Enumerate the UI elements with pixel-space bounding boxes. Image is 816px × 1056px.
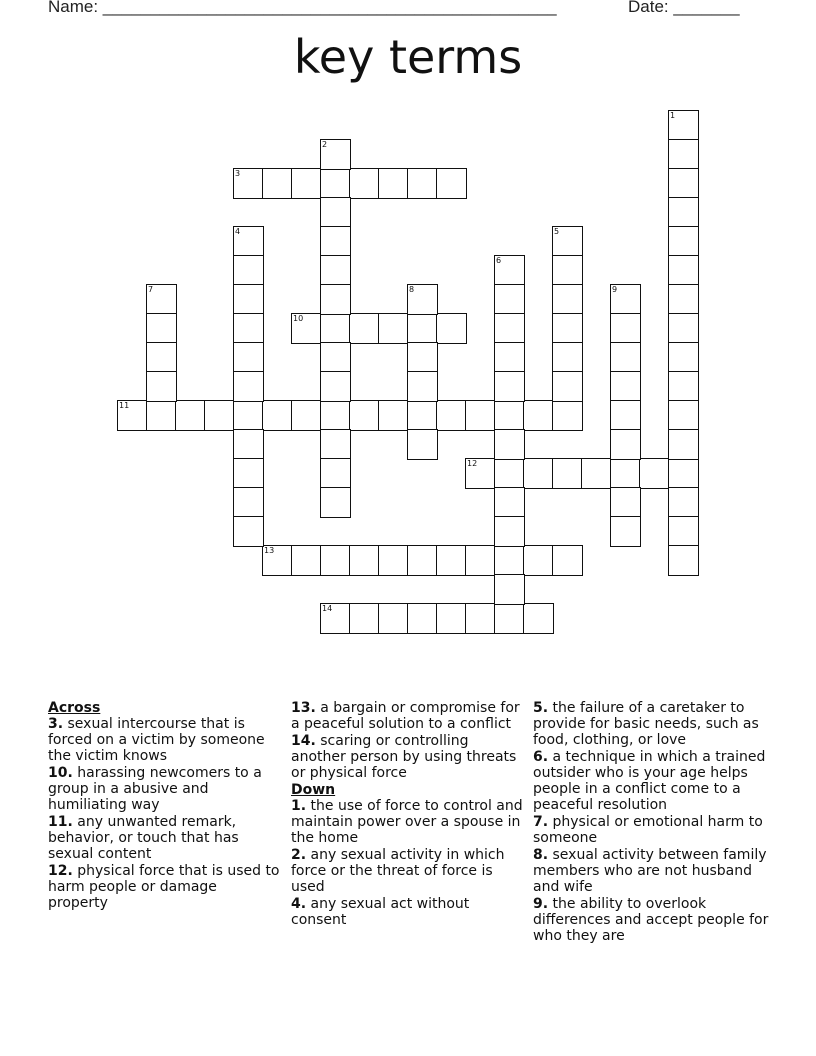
clues-column-1 <box>48 700 280 912</box>
grid-cell[interactable] <box>378 313 409 344</box>
grid-cell[interactable] <box>610 458 641 489</box>
grid-cell[interactable] <box>233 429 264 460</box>
grid-cell[interactable] <box>407 342 438 373</box>
name-field-label[interactable]: Name: ________________________________________________ <box>48 0 557 16</box>
grid-cell[interactable] <box>262 545 293 576</box>
grid-cell[interactable] <box>494 371 525 402</box>
grid-cell[interactable] <box>494 603 525 634</box>
grid-cell[interactable] <box>378 168 409 199</box>
grid-cell[interactable] <box>233 458 264 489</box>
grid-cell[interactable] <box>610 371 641 402</box>
clue-number: 3 <box>235 169 241 178</box>
page-title: key terms <box>293 30 523 84</box>
grid-cell[interactable] <box>320 487 351 518</box>
grid-cell[interactable] <box>552 284 583 315</box>
grid-cell[interactable] <box>291 545 322 576</box>
clues-column-3 <box>533 700 769 945</box>
clue-item-number: 6. <box>533 749 549 765</box>
grid-cell[interactable] <box>320 458 351 489</box>
grid-cell[interactable] <box>349 168 380 199</box>
clues-column-2 <box>291 700 527 929</box>
clue-item-text: a bargain or compromise for a peaceful solution to a conflict <box>291 700 520 732</box>
grid-cell[interactable] <box>494 313 525 344</box>
clue-item <box>291 847 527 895</box>
clue-number: 11 <box>119 401 130 410</box>
grid-cell[interactable] <box>146 313 177 344</box>
clue-number: 9 <box>612 285 618 294</box>
grid-cell[interactable] <box>639 458 670 489</box>
grid-cell[interactable] <box>407 371 438 402</box>
grid-cell[interactable] <box>494 458 525 489</box>
down-heading: Down <box>291 782 336 798</box>
grid-cell[interactable] <box>523 545 554 576</box>
grid-cell[interactable] <box>668 226 699 257</box>
clue-item-number: 8. <box>533 847 549 863</box>
grid-cell[interactable] <box>668 313 699 344</box>
clue-item-number: 5. <box>533 700 549 716</box>
grid-cell[interactable] <box>320 313 351 344</box>
clue-item-number: 14. <box>291 733 316 749</box>
clue-item-number: 7. <box>533 814 549 830</box>
grid-cell[interactable] <box>465 400 496 431</box>
grid-cell[interactable] <box>465 603 496 634</box>
grid-cell[interactable] <box>610 400 641 431</box>
grid-cell[interactable] <box>320 284 351 315</box>
clue-item-text: any sexual act without consent <box>291 896 470 928</box>
grid-cell[interactable] <box>610 284 641 315</box>
grid-cell[interactable] <box>117 400 148 431</box>
grid-cell[interactable] <box>233 342 264 373</box>
clue-item-text: physical or emotional harm to someone <box>533 814 763 846</box>
grid-cell[interactable] <box>465 545 496 576</box>
grid-cell[interactable] <box>291 168 322 199</box>
grid-cell[interactable] <box>233 168 264 199</box>
clue-item <box>48 765 280 813</box>
grid-cell[interactable] <box>320 255 351 286</box>
across-heading: Across <box>48 700 101 716</box>
grid-cell[interactable] <box>523 400 554 431</box>
clue-number: 13 <box>264 546 275 555</box>
clue-item-text: any sexual activity in which force or the threat of force is used <box>291 847 505 895</box>
grid-cell[interactable] <box>581 458 612 489</box>
grid-cell[interactable] <box>349 545 380 576</box>
grid-cell[interactable] <box>146 371 177 402</box>
grid-cell[interactable] <box>146 284 177 315</box>
grid-cell[interactable] <box>552 342 583 373</box>
clue-number: 12 <box>467 459 478 468</box>
clue-number: 8 <box>409 285 415 294</box>
grid-cell[interactable] <box>523 458 554 489</box>
grid-cell[interactable] <box>407 400 438 431</box>
grid-cell[interactable] <box>436 603 467 634</box>
grid-cell[interactable] <box>146 342 177 373</box>
grid-cell[interactable] <box>610 429 641 460</box>
clue-number: 4 <box>235 227 241 236</box>
clue-item-number: 9. <box>533 896 549 912</box>
grid-cell[interactable] <box>668 168 699 199</box>
clue-item <box>48 863 280 911</box>
clue-item-text: sexual intercourse that is forced on a victim by someone the victim knows <box>48 716 265 764</box>
grid-cell[interactable] <box>233 400 264 431</box>
grid-cell[interactable] <box>610 487 641 518</box>
grid-cell[interactable] <box>494 545 525 576</box>
grid-cell[interactable] <box>668 487 699 518</box>
clue-item <box>533 896 769 944</box>
grid-cell[interactable] <box>320 400 351 431</box>
grid-cell[interactable] <box>320 371 351 402</box>
grid-cell[interactable] <box>233 516 264 547</box>
clue-item <box>291 798 527 846</box>
grid-cell[interactable] <box>552 255 583 286</box>
clue-item-text: the use of force to control and maintain power over a spouse in the home <box>291 798 523 846</box>
grid-cell[interactable] <box>494 429 525 460</box>
clue-item <box>48 814 280 862</box>
grid-cell[interactable] <box>494 487 525 518</box>
clue-item-text: the ability to overlook differences and accept people for who they are <box>533 896 769 944</box>
grid-cell[interactable] <box>436 400 467 431</box>
clue-item <box>291 733 527 781</box>
grid-cell[interactable] <box>668 255 699 286</box>
grid-cell[interactable] <box>494 284 525 315</box>
clue-item <box>291 896 527 928</box>
clue-item-number: 11. <box>48 814 73 830</box>
clue-item-number: 2. <box>291 847 307 863</box>
clue-number: 14 <box>322 604 333 613</box>
grid-cell[interactable] <box>610 516 641 547</box>
grid-cell[interactable] <box>668 429 699 460</box>
clue-item-text: scaring or controlling another person by using threats or physical force <box>291 733 517 781</box>
grid-cell[interactable] <box>465 458 496 489</box>
grid-cell[interactable] <box>146 400 177 431</box>
grid-cell[interactable] <box>552 400 583 431</box>
grid-cell[interactable] <box>204 400 235 431</box>
clue-item-number: 12. <box>48 863 73 879</box>
grid-cell[interactable] <box>349 603 380 634</box>
grid-cell[interactable] <box>291 400 322 431</box>
grid-cell[interactable] <box>407 603 438 634</box>
grid-cell[interactable] <box>320 139 351 170</box>
clue-item-text: the failure of a caretaker to provide for basic needs, such as food, clothing, or love <box>533 700 759 748</box>
grid-cell[interactable] <box>668 458 699 489</box>
grid-cell[interactable] <box>610 342 641 373</box>
date-field-label[interactable]: Date: _______ <box>628 0 740 16</box>
clue-item-number: 13. <box>291 700 316 716</box>
grid-cell[interactable] <box>175 400 206 431</box>
grid-cell[interactable] <box>552 458 583 489</box>
clue-number: 1 <box>670 111 676 120</box>
grid-cell[interactable] <box>262 400 293 431</box>
clue-item <box>48 716 280 764</box>
grid-cell[interactable] <box>378 603 409 634</box>
grid-cell[interactable] <box>552 545 583 576</box>
grid-cell[interactable] <box>668 284 699 315</box>
clue-item <box>291 700 527 732</box>
clue-item-number: 4. <box>291 896 307 912</box>
grid-cell[interactable] <box>378 400 409 431</box>
clue-item <box>533 749 769 813</box>
grid-cell[interactable] <box>320 603 351 634</box>
clue-item-text: any unwanted remark, behavior, or touch that has sexual content <box>48 814 239 862</box>
grid-cell[interactable] <box>320 429 351 460</box>
grid-cell[interactable] <box>552 371 583 402</box>
grid-cell[interactable] <box>349 313 380 344</box>
grid-cell[interactable] <box>494 400 525 431</box>
grid-cell[interactable] <box>436 545 467 576</box>
clue-item-number: 1. <box>291 798 307 814</box>
grid-cell[interactable] <box>407 168 438 199</box>
grid-cell[interactable] <box>494 516 525 547</box>
grid-cell[interactable] <box>233 284 264 315</box>
grid-cell[interactable] <box>494 574 525 605</box>
grid-cell[interactable] <box>523 603 554 634</box>
grid-cell[interactable] <box>668 371 699 402</box>
clue-item-number: 3. <box>48 716 64 732</box>
grid-cell[interactable] <box>233 487 264 518</box>
grid-cell[interactable] <box>320 342 351 373</box>
clue-item-text: physical force that is used to harm people or damage property <box>48 863 280 911</box>
grid-cell[interactable] <box>610 313 641 344</box>
grid-cell[interactable] <box>378 545 409 576</box>
grid-cell[interactable] <box>552 313 583 344</box>
grid-cell[interactable] <box>262 168 293 199</box>
grid-cell[interactable] <box>349 400 380 431</box>
grid-cell[interactable] <box>668 400 699 431</box>
clue-number: 6 <box>496 256 502 265</box>
clue-item <box>533 700 769 748</box>
clue-item-text: a technique in which a trained outsider who is your age helps people in a conflict come to a peaceful resolution <box>533 749 766 813</box>
grid-cell[interactable] <box>668 139 699 170</box>
grid-cell[interactable] <box>668 110 699 141</box>
clue-number: 7 <box>148 285 154 294</box>
clue-item <box>533 847 769 895</box>
grid-cell[interactable] <box>233 226 264 257</box>
grid-cell[interactable] <box>233 371 264 402</box>
grid-cell[interactable] <box>552 226 583 257</box>
grid-cell[interactable] <box>668 342 699 373</box>
clue-number: 10 <box>293 314 304 323</box>
grid-cell[interactable] <box>407 545 438 576</box>
grid-cell[interactable] <box>668 545 699 576</box>
grid-cell[interactable] <box>407 284 438 315</box>
grid-cell[interactable] <box>494 342 525 373</box>
clue-item <box>533 814 769 846</box>
grid-cell[interactable] <box>494 255 525 286</box>
grid-cell[interactable] <box>320 226 351 257</box>
grid-cell[interactable] <box>407 429 438 460</box>
grid-cell[interactable] <box>320 168 351 199</box>
grid-cell[interactable] <box>668 197 699 228</box>
grid-cell[interactable] <box>233 313 264 344</box>
grid-cell[interactable] <box>320 545 351 576</box>
grid-cell[interactable] <box>436 313 467 344</box>
clue-number: 2 <box>322 140 328 149</box>
grid-cell[interactable] <box>407 313 438 344</box>
clue-item-text: harassing newcomers to a group in a abusive and humiliating way <box>48 765 262 813</box>
grid-cell[interactable] <box>436 168 467 199</box>
clue-item-text: sexual activity between family members who are not husband and wife <box>533 847 767 895</box>
grid-cell[interactable] <box>320 197 351 228</box>
clue-number: 5 <box>554 227 560 236</box>
grid-cell[interactable] <box>233 255 264 286</box>
grid-cell[interactable] <box>668 516 699 547</box>
clue-item-number: 10. <box>48 765 73 781</box>
grid-cell[interactable] <box>291 313 322 344</box>
